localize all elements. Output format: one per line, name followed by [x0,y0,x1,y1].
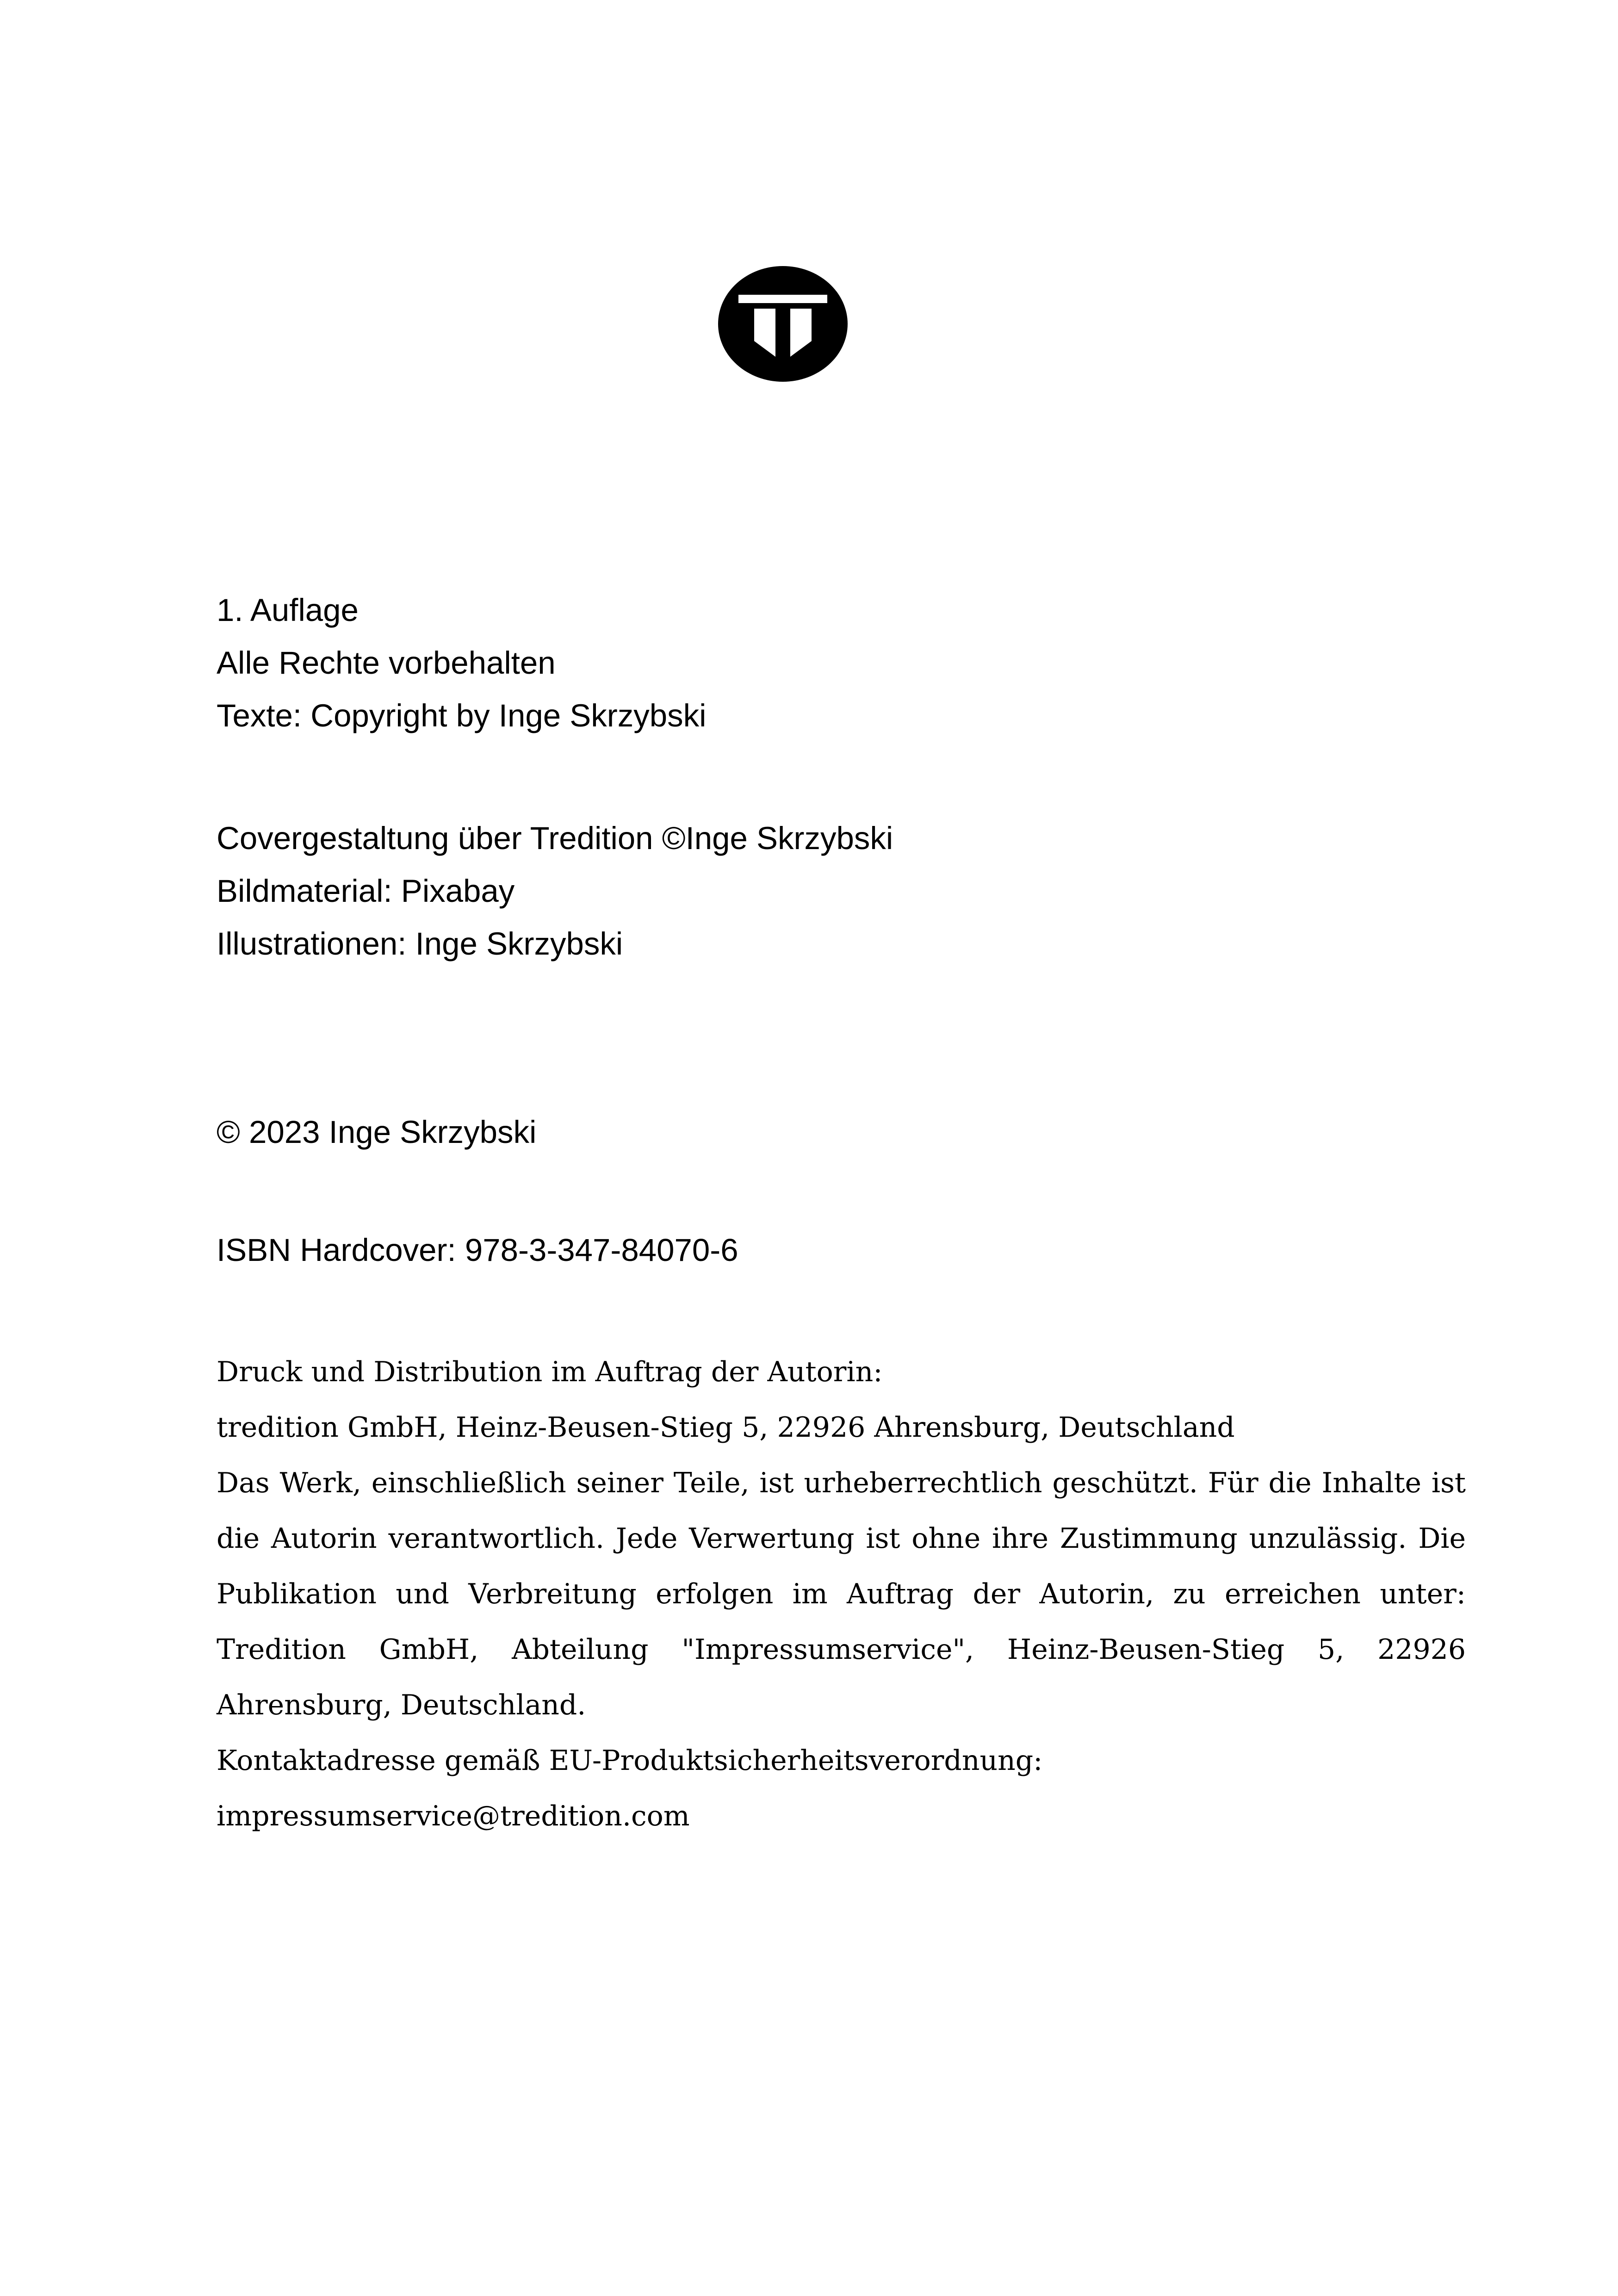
publisher-address-text: tredition GmbH, Heinz-Beusen-Stieg 5, 22926 Ahrensburg, Deutschland [217,1411,1235,1444]
texts-copyright-text: Texte: Copyright by Inge Skrzybski [217,698,707,733]
copyright-notice-paragraph: Das Werk, einschließlich seiner Teile, ist urheberrechtlich geschützt. Für die Inhalte ist die Autorin verantwortlich. Jede Verwertung ist ohne ihre Zustimmung unzulässig. Die Publikation und Verbreitung erfolgen im Auftrag der Autorin, zu erreichen unter: Tredition GmbH, Abteilung "Impressumservice", Heinz-Beusen-Stieg 5, 22926 Ahrensburg, Deutschland. [217,1467,1466,1721]
legal-notice-block [217,1344,1466,1844]
credits-block [217,812,1466,970]
isbn-block [217,1224,1466,1277]
tredition-logo-icon [718,266,848,382]
imprint-block [217,584,1466,742]
rights-text: Alle Rechte vorbehalten [217,645,556,681]
print-heading-text: Druck und Distribution im Auftrag der Autorin: [217,1356,883,1388]
images-credit-text: Bildmaterial: Pixabay [217,873,515,909]
contact-heading-text: Kontaktadresse gemäß EU-Produktsicherheitsverordnung: [217,1744,1043,1777]
cover-credit-text: Covergestaltung über Tredition ©Inge Skrzybski [217,820,893,856]
illustrations-credit-text: Illustrationen: Inge Skrzybski [217,926,623,962]
contact-email-text: impressumservice@tredition.com [217,1800,690,1832]
copyright-block [217,1106,1466,1159]
copyright-text: © 2023 Inge Skrzybski [217,1114,537,1150]
edition-text: 1. Auflage [217,592,359,628]
isbn-text: ISBN Hardcover: 978-3-347-84070-6 [217,1232,738,1268]
